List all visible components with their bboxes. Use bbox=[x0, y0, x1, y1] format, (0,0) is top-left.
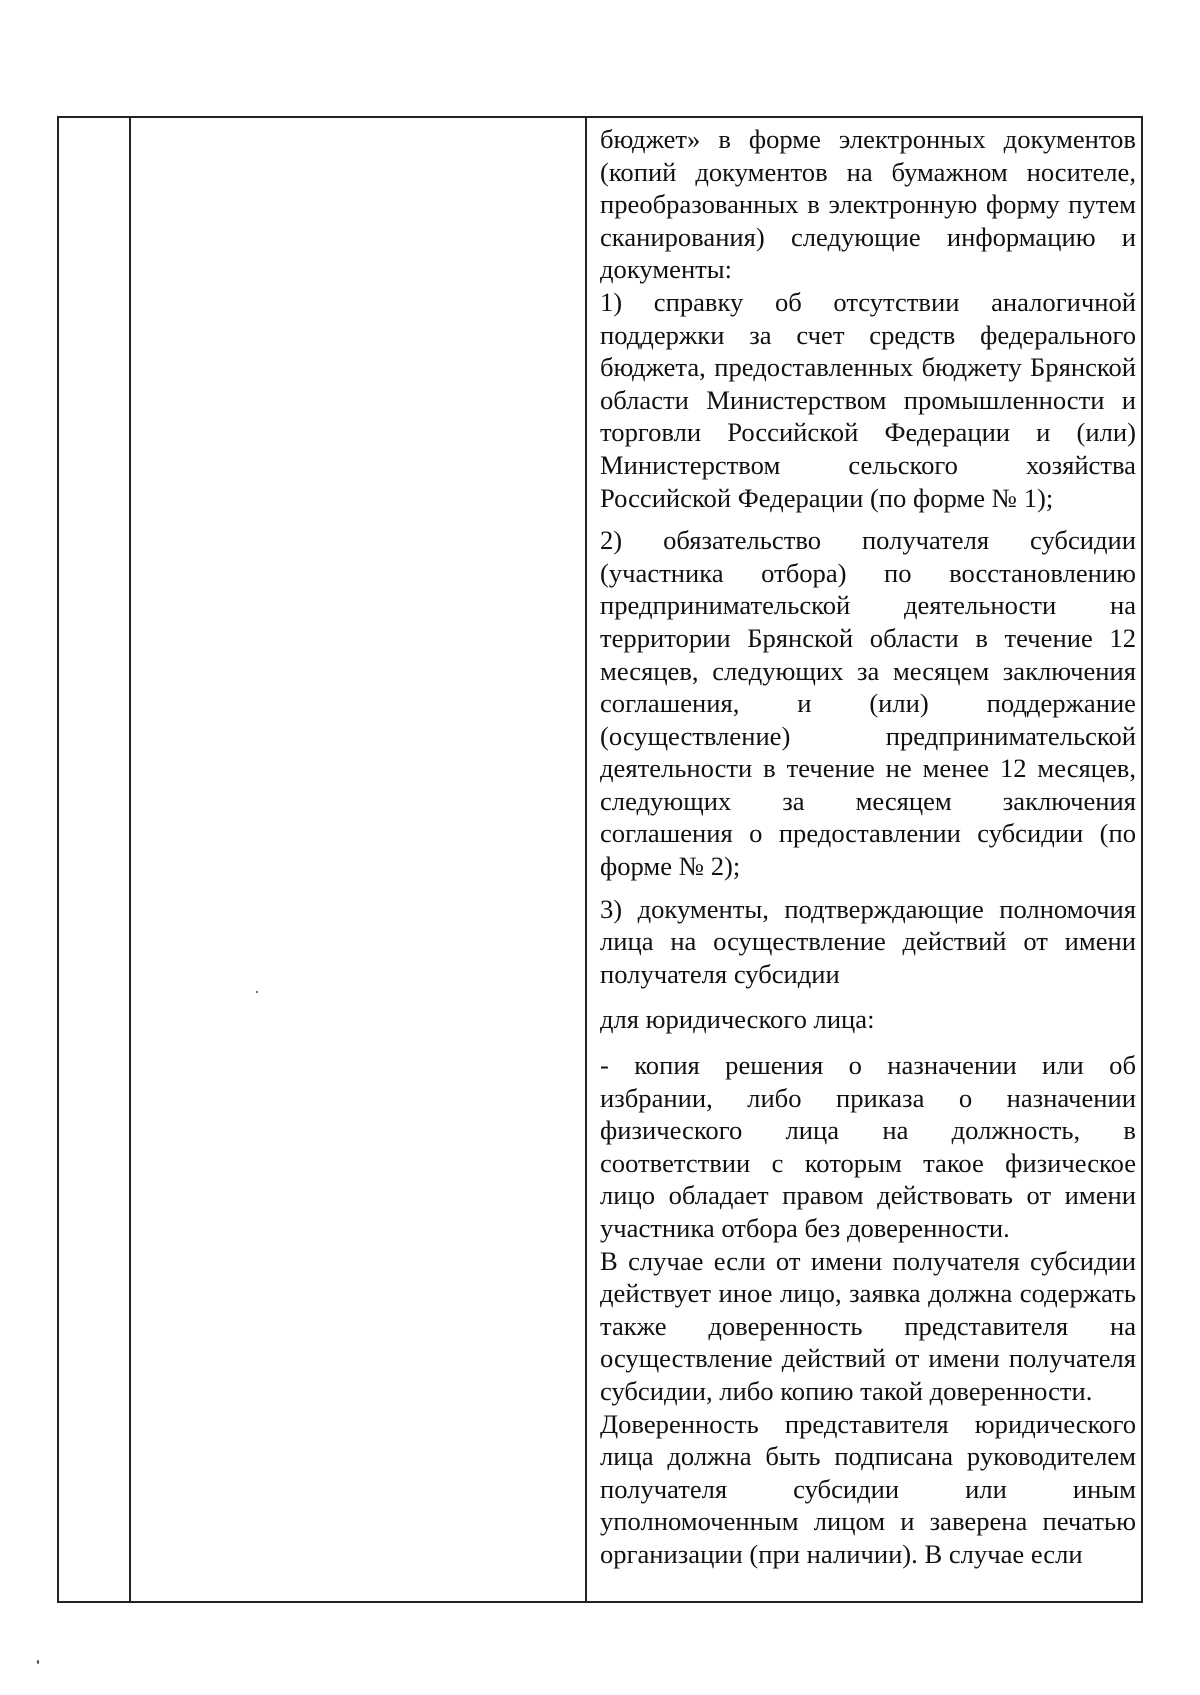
column-divider-2 bbox=[585, 118, 587, 1601]
paragraph-intro: бюджет» в форме электронных документов (копий документов на бумажном носителе, преобразованных в электронную форму путем сканирования) следующие информацию и документы: bbox=[600, 124, 1136, 285]
requirements-cell bbox=[600, 123, 1136, 1571]
column-divider-1 bbox=[129, 118, 131, 1601]
scan-speck bbox=[256, 991, 258, 993]
paragraph-item-1: 1) справку об отсутствии аналогичной поддержки за счет средств федерального бюджета, предоставленных бюджету Брянской области Министерством промышленности и торговли Российской Федерации и (или) Министерством сельского хозяйства Российской Федерации (по форме № 1); bbox=[600, 286, 1136, 513]
paragraph-power-of-attorney: Доверенность представителя юридического лица должна быть подписана руководителем получателя субсидии или иным уполномоченным лицом и заверена печатью организации (при наличии). В случае если bbox=[600, 1408, 1136, 1569]
paragraph-item-2: 2) обязательство получателя субсидии (участника отбора) по восстановлению предпринимательской деятельности на территории Брянской области в течение 12 месяцев, следующих за месяцем заключения соглашения, и (или) поддержание (осуществление) предпринимательской деятельности в течение не менее 12 месяцев, следующих за месяцем заключения соглашения о предоставлении субсидии (по форме № 2); bbox=[600, 525, 1136, 882]
document-table bbox=[57, 116, 1143, 1603]
paragraph-appointment-copy: - копия решения о назначении или об избрании, либо приказа о назначении физического лица на должность, в соответствии с которым такое физическое лицо обладает правом действовать от имени участника отбора без доверенности. bbox=[600, 1050, 1136, 1243]
scan-speck bbox=[37, 1660, 39, 1664]
paragraph-other-person: В случае если от имени получателя субсидии действует иное лицо, заявка должна содержать также доверенность представителя на осуществление действий от имени получателя субсидии, либо копию такой доверенности. bbox=[600, 1245, 1136, 1406]
paragraph-legal-entity: для юридического лица: bbox=[600, 1004, 875, 1035]
paragraph-item-3: 3) документы, подтверждающие полномочия лица на осуществление действий от имени получателя субсидии bbox=[600, 893, 1136, 989]
